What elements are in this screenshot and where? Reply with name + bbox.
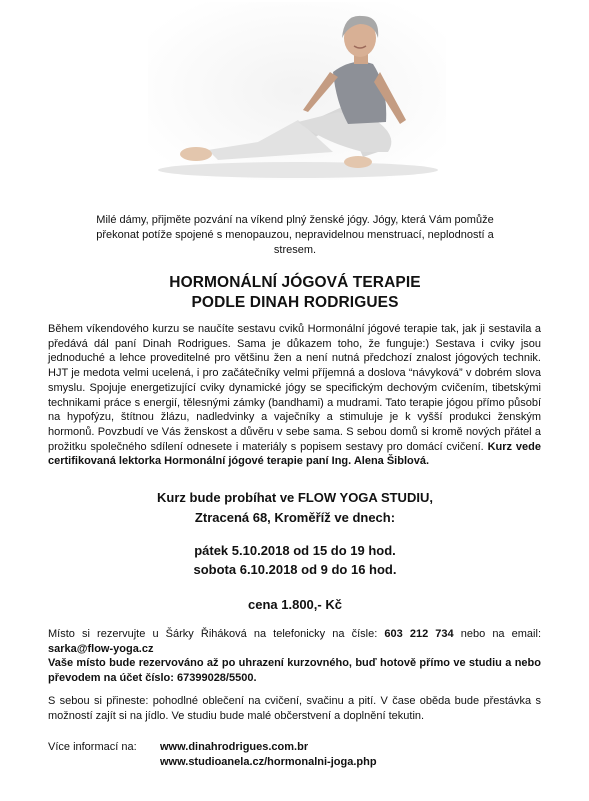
more-info [48, 740, 541, 770]
what-to-bring: S sebou si přineste: pohodlné oblečení na cvičení, svačinu a pití. V čase oběda bude přestávka s možností zajít si na jídlo. Ve studiu bude malé občerstvení a doplnění tekutin. [48, 695, 541, 722]
more-info-label: Více informací na: [48, 741, 137, 753]
course-description [48, 322, 541, 469]
reservation-text: Místo si rezervujte u Šárky Řiháková na telefonicky na čísle: [48, 628, 385, 640]
link-studioanela[interactable]: www.studioanela.cz/hormonalni-joga.php [160, 756, 377, 768]
course-dates [60, 541, 530, 579]
description-text: Během víkendového kurzu se naučíte sestavu cviků Hormonální jógové terapie tak, jak ji sestavila a předává dál paní Dinah Rodrigues. Sama je důkazem toho, že funguje:) Sestava i cviky jsou jednoduché a lehce proveditelné pro většinu žen a není nutná předchozí znalost jógových technik. HJT je medota velmi ucelená, i pro začátečníky velmi příjemná a doslova “návyková” v dobrém slova smyslu. Spojuje energetizující cviky dynamické jógy se specifickým dechovým cvičením, tibetskými technikami práce s energií, tělesnými zámky (bandhami) a mudrami. Tato terapie jógou přímo působí na hypofýzu, štítnou žlázu, nadledvinky a vaječníky a stimuluje je k vyšší produkci ženským hormonů. Povzbudí ve Vás ženskost a důvěru v sebe sama. S sebou domů si kromě nových přátel a prožitku společného sdílení odnesete i materiály s popisem sestavy pro domácí cvičení. [48, 323, 541, 453]
page-title [60, 273, 530, 313]
link-dinahrodrigues[interactable]: www.dinahrodrigues.com.br [160, 741, 309, 753]
title-line-2: PODLE DINAH RODRIGUES [191, 294, 399, 311]
date-friday: pátek 5.10.2018 od 15 do 19 hod. [194, 543, 396, 558]
intro-text: Milé dámy, přijměte pozvání na víkend plný ženské jógy. Jógy, která Vám pomůže překonat potíže spojené s menopauzou, nepravidelnou menstruací, neplodností a stresem. [96, 214, 494, 256]
venue-info [60, 488, 530, 528]
email-link[interactable]: sarka@flow-yoga.cz [48, 642, 154, 655]
payment-note: Vaše místo bude rezervováno až po uhrazení kurzovného, buď hotově přímo ve studiu a nebo převodem na účet číslo: 67399028/5500. [48, 657, 541, 685]
title-line-1: HORMONÁLNÍ JÓGOVÁ TERAPIE [169, 274, 421, 291]
reservation-info [48, 627, 541, 686]
venue-line-2: Ztracená 68, Kroměříž ve dnech: [194, 510, 396, 525]
phone-number[interactable]: 603 212 734 [384, 628, 454, 640]
course-price: cena 1.800,- Kč [248, 597, 342, 612]
venue-line-1: Kurz bude probíhat ve FLOW YOGA STUDIU, [157, 490, 433, 505]
woman-yoga-photo [148, 2, 446, 180]
reservation-text-2: nebo na email: [453, 628, 541, 640]
lecturer-text: Kurz vede certifikovaná lektorka Hormonální jógové terapie paní Ing. Alena Šiblová. [48, 440, 541, 468]
date-saturday: sobota 6.10.2018 od 9 do 16 hod. [193, 562, 397, 577]
